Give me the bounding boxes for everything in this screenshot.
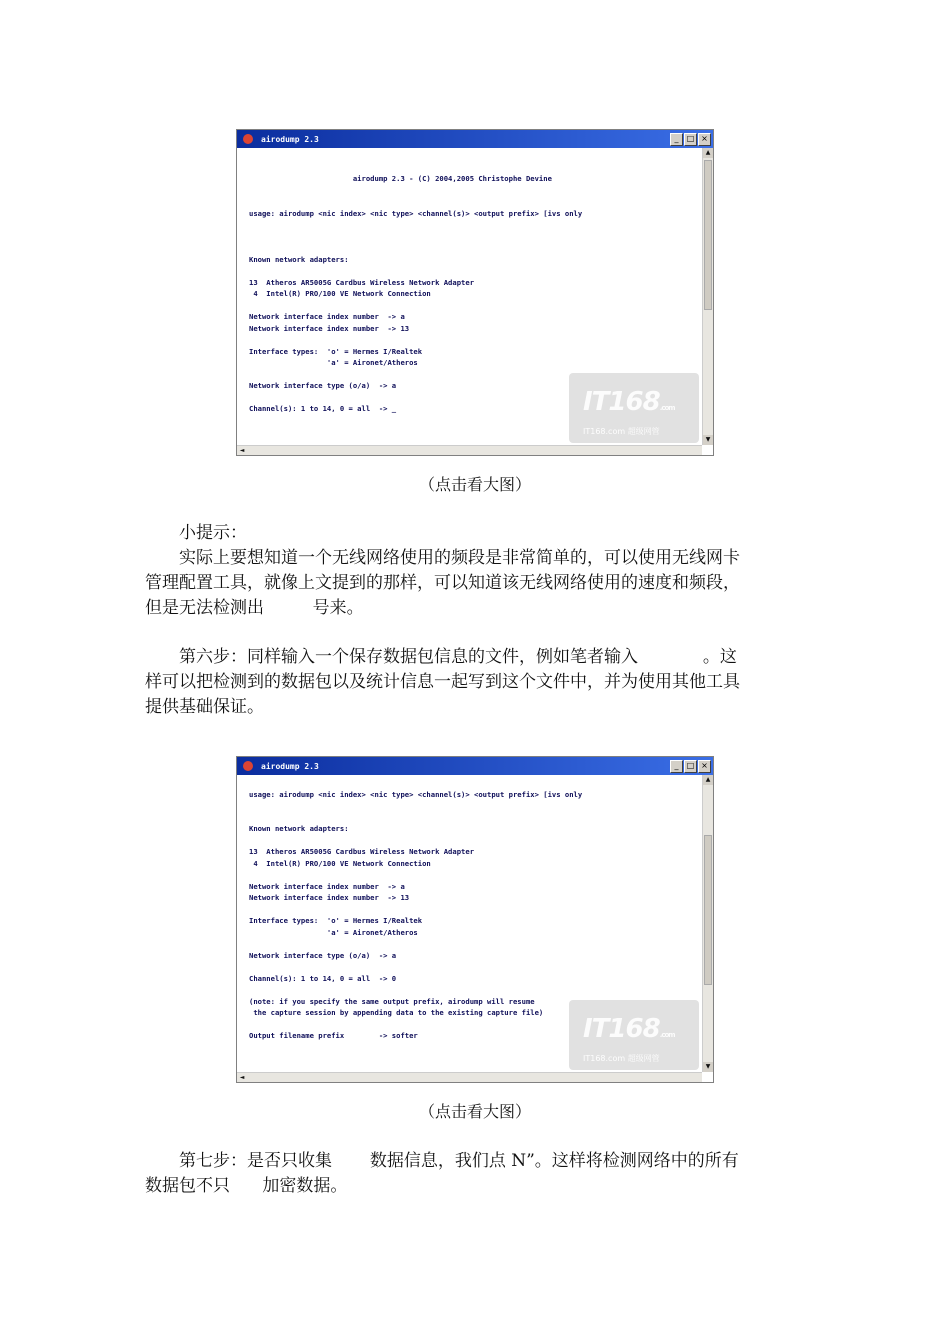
step7-line: 数据包不只 加密数据。 [145, 1176, 348, 1196]
scroll-thumb[interactable] [704, 835, 712, 985]
watermark-subtitle: IT168.com 超级网管 [583, 427, 660, 436]
scroll-down-icon[interactable]: ▼ [703, 1062, 713, 1072]
close-icon[interactable]: × [698, 133, 711, 146]
step6-paragraph [145, 645, 810, 720]
console-output: usage: airodump <nic index> <nic type> <channel(s)> <output prefix> [ivs only Known network adapters: 13 Atheros AR5005G Cardbus Wireless Network Adapter 4 Intel(R) PRO/100 VE Network Connection Network interface index number -> a Network interface index number -> 13 Interface types: 'o' = Hermes I/Realtek 'a' = Aironet/Atheros Network interface type (o/a) -> a Channel(s): 1 to 14, 0 = all -> 0 (note: if you specify the same output prefix, airodump will resume the capture session by appending data to the existing capture file) Output filename prefix -> softer [237, 775, 702, 1072]
step6-line: 提供基础保证。 [145, 697, 264, 717]
close-icon[interactable]: × [698, 760, 711, 773]
watermark [569, 1000, 699, 1070]
step6-line: 样可以把检测到的数据包以及统计信息一起写到这个文件中，并为使用其他工具 [145, 672, 740, 692]
watermark-subtitle: IT168.com 超级网管 [583, 1054, 660, 1063]
console-output: airodump 2.3 - (C) 2004,2005 Christophe Devine usage: airodump <nic index> <nic type> <channel(s)> <output prefix> [ivs only Known network adapters: 13 Atheros AR5005G Cardbus Wireless Network Adapter 4 Intel(R) PRO/100 VE Network Connection Network interface index number -> a Network interface index number -> 13 Interface types: 'o' = Hermes I/Realtek 'a' = Aironet/Atheros Network interface type (o/a) -> a Channel(s): 1 to 14, 0 = all -> _ [237, 148, 702, 445]
window-title: airodump 2.3 [261, 134, 319, 144]
watermark-logo: IT168.com [583, 1014, 675, 1044]
scroll-up-icon[interactable]: ▲ [703, 148, 713, 158]
horizontal-scrollbar[interactable] [237, 445, 702, 455]
minimize-icon[interactable]: _ [670, 760, 683, 773]
vertical-scrollbar[interactable] [702, 148, 713, 445]
app-icon [243, 761, 253, 771]
app-icon [243, 134, 253, 144]
tip-line: 但是无法检测出 号来。 [145, 598, 364, 618]
tip-line: 管理配置工具，就像上文提到的那样，可以知道该无线网络使用的速度和频段， [145, 573, 740, 593]
step7-line: 第七步：是否只收集 数据信息，我们点 N”。这样将检测网络中的所有 [179, 1151, 739, 1171]
window-title: airodump 2.3 [261, 761, 319, 771]
step6-line: 第六步：同样输入一个保存数据包信息的文件，例如笔者输入 。这 [179, 647, 737, 667]
scroll-thumb[interactable] [704, 160, 712, 310]
scroll-left-icon[interactable]: ◄ [239, 447, 245, 454]
watermark [569, 373, 699, 443]
window-titlebar [237, 130, 713, 148]
scroll-left-icon[interactable]: ◄ [239, 1074, 245, 1081]
scroll-up-icon[interactable]: ▲ [703, 775, 713, 785]
figure-caption-2[interactable]: （点击看大图） [418, 1102, 531, 1121]
tip-line: 实际上要想知道一个无线网络使用的频段是非常简单的，可以使用无线网卡 [179, 548, 740, 568]
horizontal-scrollbar[interactable] [237, 1072, 702, 1082]
watermark-logo: IT168.com [583, 387, 675, 417]
tip-paragraph [145, 521, 810, 621]
step7-paragraph [145, 1149, 810, 1199]
airodump-screenshot-1[interactable] [236, 129, 714, 456]
minimize-icon[interactable]: _ [670, 133, 683, 146]
figure-caption-1[interactable]: （点击看大图） [418, 475, 531, 494]
vertical-scrollbar[interactable] [702, 775, 713, 1072]
scroll-down-icon[interactable]: ▼ [703, 435, 713, 445]
tip-heading: 小提示： [179, 523, 247, 543]
airodump-screenshot-2[interactable] [236, 756, 714, 1083]
maximize-icon[interactable]: □ [684, 133, 697, 146]
window-titlebar [237, 757, 713, 775]
maximize-icon[interactable]: □ [684, 760, 697, 773]
